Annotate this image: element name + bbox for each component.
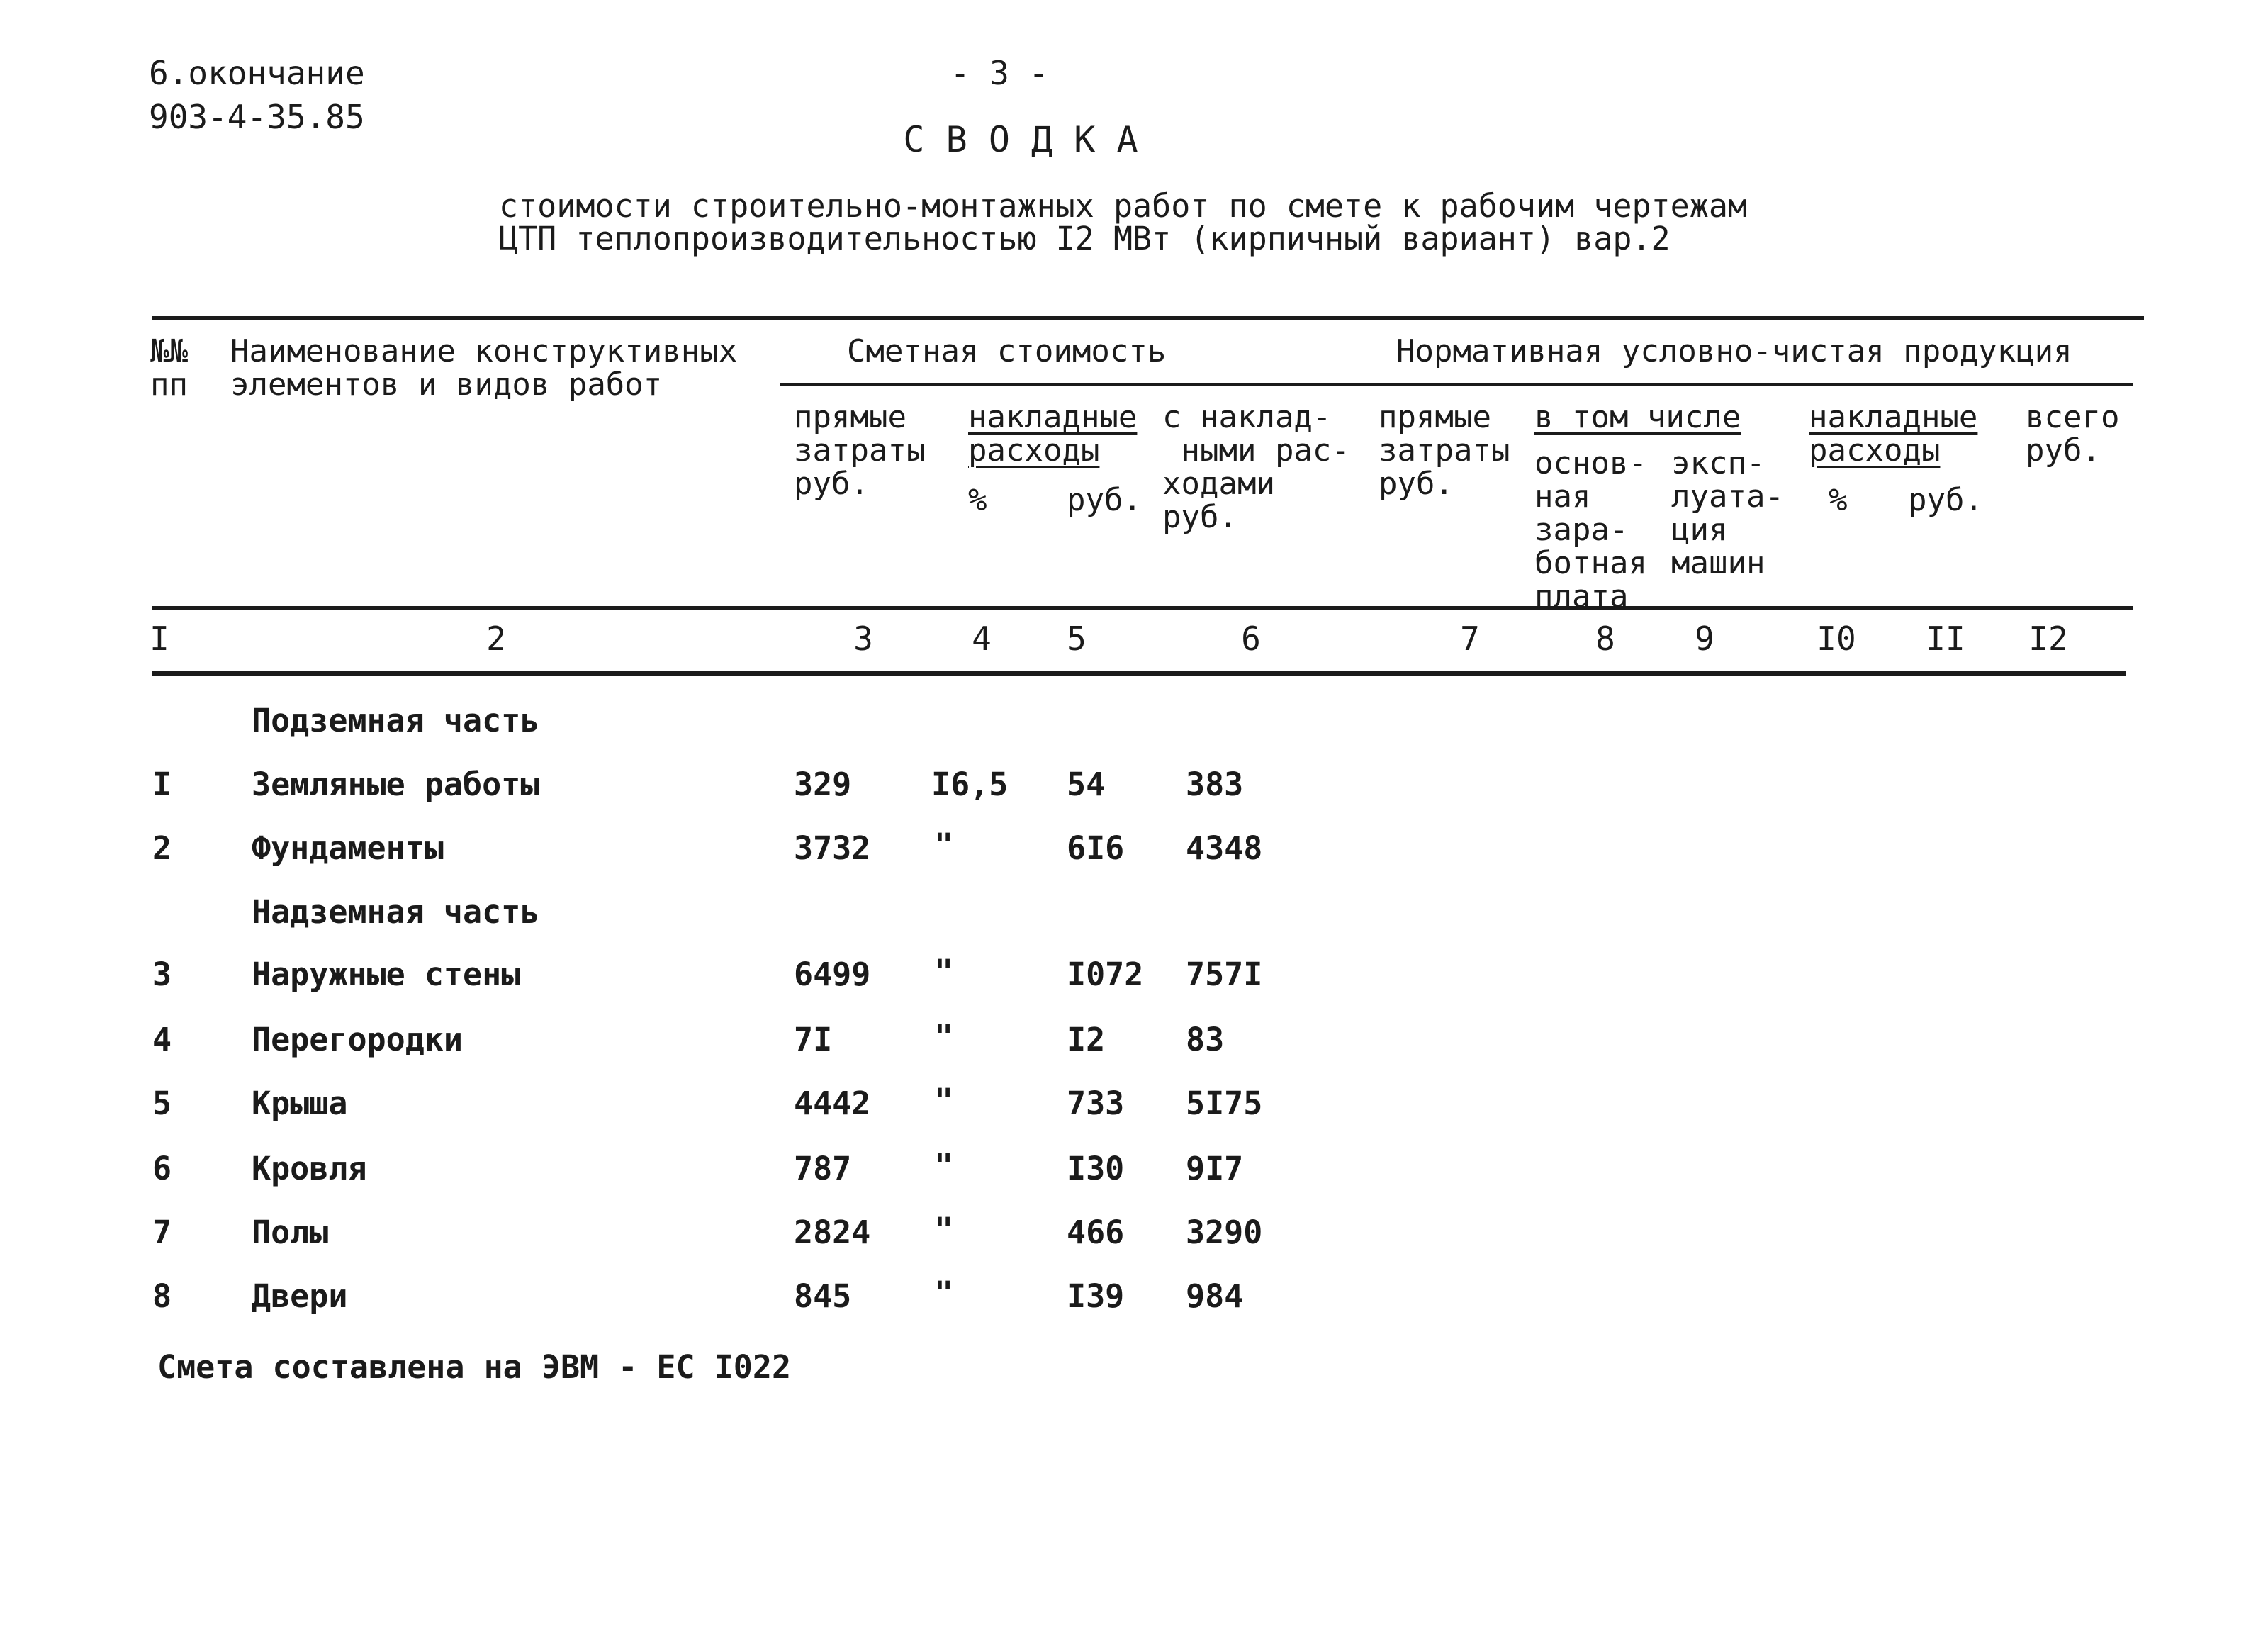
document-code: 903-4-35.85 xyxy=(149,98,365,136)
row-total-with-overhead: 3290 xyxy=(1186,1214,1263,1251)
column-number: 6 xyxy=(1241,620,1261,658)
document-title: С В О Д К А xyxy=(903,119,1138,160)
row-overhead-rub: I30 xyxy=(1067,1150,1125,1187)
row-total-with-overhead: 984 xyxy=(1186,1277,1244,1315)
header-overhead-percent: % xyxy=(968,482,987,518)
column-number: 9 xyxy=(1695,620,1714,658)
row-direct-cost: 329 xyxy=(794,766,852,803)
header-overhead-group: накладные расходы xyxy=(968,399,1138,469)
header-normative-rub: руб. xyxy=(1908,482,1983,518)
page-number: - 3 - xyxy=(950,54,1049,92)
row-overhead-percent: " xyxy=(934,1275,954,1312)
row-overhead-rub: 733 xyxy=(1067,1085,1125,1122)
row-name: Крыша xyxy=(252,1085,348,1122)
row-overhead-percent: " xyxy=(934,1018,954,1055)
header-normativnaya-group: Нормативная условно-чистая продукция xyxy=(1396,333,2072,369)
header-with-overhead: с наклад- ными рас- ходами руб. xyxy=(1162,399,1350,535)
row-number: 6 xyxy=(152,1150,172,1187)
row-total-with-overhead: 383 xyxy=(1186,766,1244,803)
row-overhead-percent: I6,5 xyxy=(931,766,1009,803)
header-bottom-rule xyxy=(152,606,2133,610)
row-direct-cost: 845 xyxy=(794,1277,852,1315)
header-number: №№ пп xyxy=(150,333,188,403)
row-total-with-overhead: 5I75 xyxy=(1186,1085,1263,1122)
row-overhead-percent: " xyxy=(934,953,954,990)
subtitle-line-1: стоимости строительно-монтажных работ по смете к рабочим чертежам xyxy=(499,187,1747,225)
footer-note: Смета составлена на ЭВМ - ЕС I022 xyxy=(157,1348,792,1386)
row-total-with-overhead: 83 xyxy=(1186,1021,1225,1058)
row-overhead-rub: I072 xyxy=(1067,956,1144,993)
header-normative-percent: % xyxy=(1829,482,1848,518)
row-number: 7 xyxy=(152,1214,172,1251)
row-overhead-percent: " xyxy=(934,1147,954,1184)
row-direct-cost: 6499 xyxy=(794,956,871,993)
row-direct-cost: 7I xyxy=(794,1021,833,1058)
header-sub-rule xyxy=(780,383,2133,386)
header-machine-operation: эксп- луата- ция машин xyxy=(1671,445,1784,581)
row-overhead-percent: " xyxy=(934,1211,954,1248)
row-name: Перегородки xyxy=(252,1021,464,1058)
column-numbers-rule xyxy=(152,671,2126,676)
header-normative-overhead: накладные расходы xyxy=(1809,399,1978,469)
column-number: I2 xyxy=(2028,620,2068,658)
header-direct-costs: прямые затраты руб. xyxy=(794,399,926,502)
row-overhead-rub: I2 xyxy=(1067,1021,1106,1058)
row-number: 8 xyxy=(152,1277,172,1315)
row-number: 3 xyxy=(152,956,172,993)
row-overhead-percent: " xyxy=(934,1082,954,1119)
header-total: всего руб. xyxy=(2026,399,2120,469)
row-total-with-overhead: 757I xyxy=(1186,956,1263,993)
row-overhead-rub: I39 xyxy=(1067,1277,1125,1315)
row-name: Фундаменты xyxy=(252,829,444,867)
header-overhead-rub: руб. xyxy=(1067,482,1142,518)
column-number: 8 xyxy=(1595,620,1615,658)
column-number: II xyxy=(1926,620,1965,658)
row-number: 5 xyxy=(152,1085,172,1122)
header-normative-direct: прямые затраты руб. xyxy=(1379,399,1510,502)
header-base-salary: основ- ная зара- ботная плата xyxy=(1534,445,1647,615)
column-number: I xyxy=(150,620,169,658)
column-number: 7 xyxy=(1460,620,1480,658)
table-top-rule xyxy=(152,316,2144,320)
row-total-with-overhead: 4348 xyxy=(1186,829,1263,867)
row-number: 4 xyxy=(152,1021,172,1058)
row-name: Земляные работы xyxy=(252,766,540,803)
row-name: Наружные стены xyxy=(252,956,521,993)
row-total-with-overhead: 9I7 xyxy=(1186,1150,1244,1187)
row-number: 2 xyxy=(152,829,172,867)
sheet-label: 6.окончание xyxy=(149,54,365,92)
column-number: 5 xyxy=(1067,620,1087,658)
section-heading: Надземная часть xyxy=(252,893,540,931)
row-direct-cost: 787 xyxy=(794,1150,852,1187)
row-name: Полы xyxy=(252,1214,329,1251)
row-number: I xyxy=(152,766,172,803)
header-name: Наименование конструктивных элементов и видов работ xyxy=(230,333,738,403)
row-overhead-rub: 6I6 xyxy=(1067,829,1125,867)
row-overhead-rub: 54 xyxy=(1067,766,1106,803)
row-direct-cost: 3732 xyxy=(794,829,871,867)
column-number: 3 xyxy=(853,620,873,658)
row-name: Кровля xyxy=(252,1150,367,1187)
row-direct-cost: 2824 xyxy=(794,1214,871,1251)
section-heading: Подземная часть xyxy=(252,702,540,739)
column-number: I0 xyxy=(1817,620,1856,658)
row-overhead-rub: 466 xyxy=(1067,1214,1125,1251)
row-direct-cost: 4442 xyxy=(794,1085,871,1122)
row-overhead-percent: " xyxy=(934,827,954,864)
column-number: 2 xyxy=(486,620,506,658)
column-number: 4 xyxy=(972,620,992,658)
header-including: в том числе xyxy=(1534,399,1741,435)
subtitle-line-2: ЦТП теплопроизводительностью I2 МВт (кирпичный вариант) вар.2 xyxy=(499,220,1671,257)
header-smetnaya-group: Сметная стоимость xyxy=(847,333,1167,369)
row-name: Двери xyxy=(252,1277,348,1315)
